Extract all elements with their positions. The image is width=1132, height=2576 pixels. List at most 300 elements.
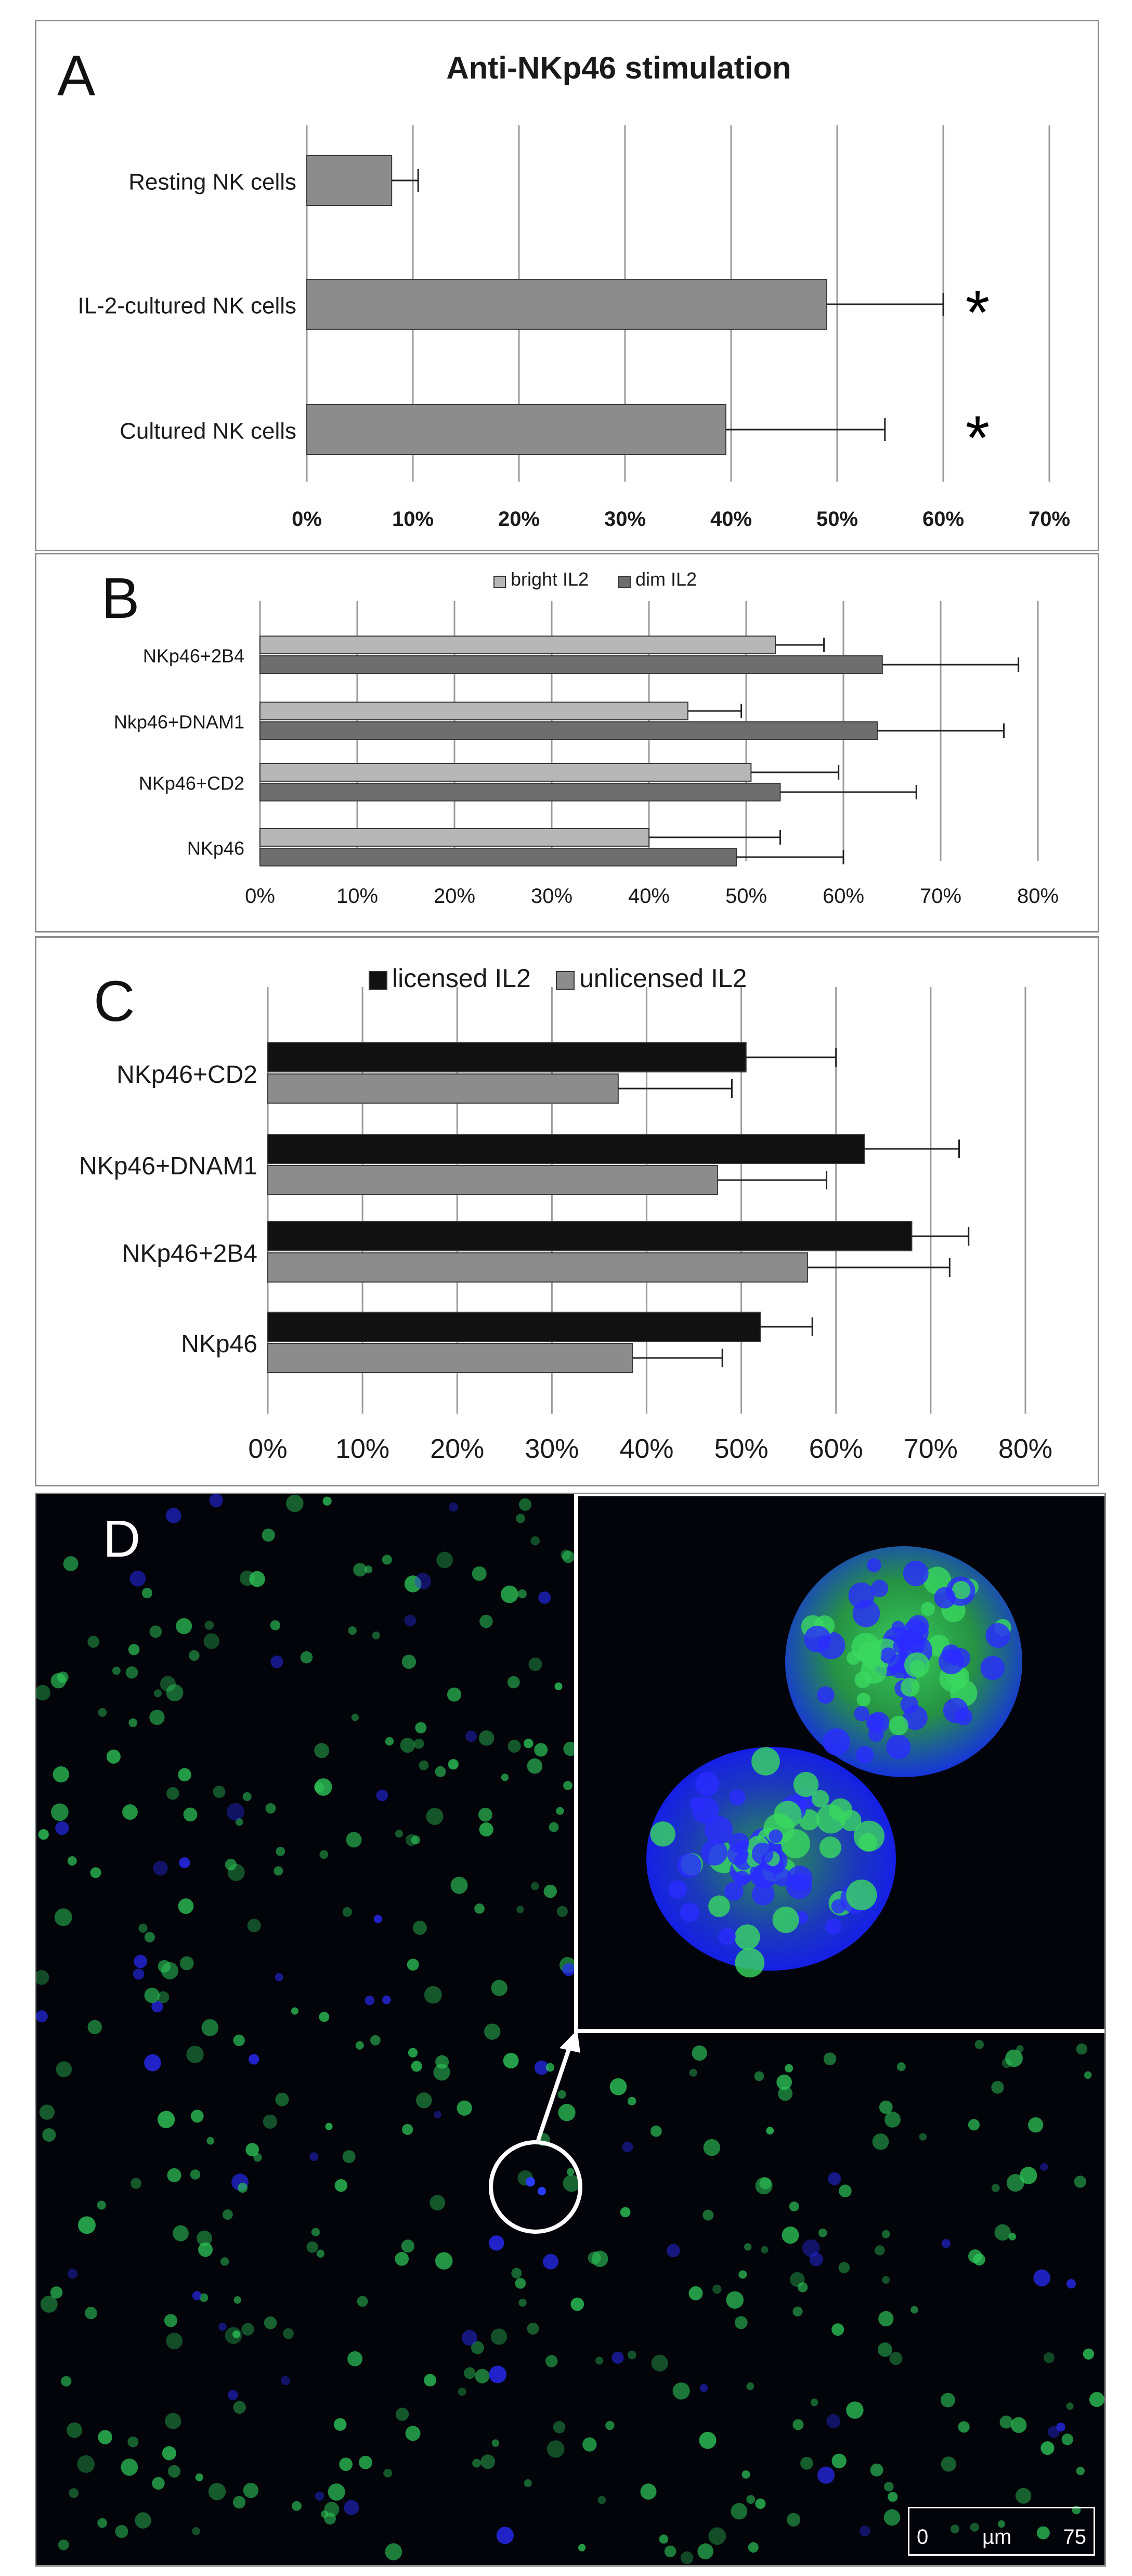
cell-dot [149, 1625, 162, 1638]
cell-dot [347, 2351, 362, 2366]
cell-dot [227, 1803, 244, 1821]
inset-speckle [769, 1829, 783, 1843]
tick-label: 30% [530, 885, 573, 908]
zoom-arrow [538, 2043, 571, 2140]
cell-dot [652, 2355, 668, 2372]
cell-dot [346, 1832, 362, 1847]
chart-c [36, 938, 1098, 1485]
cell-dot [958, 2421, 970, 2432]
cell-dot [702, 2210, 713, 2221]
cell-dot [344, 2500, 359, 2515]
inset-speckle [855, 1672, 871, 1688]
cell-dot [547, 2440, 565, 2458]
cell-dot [424, 1986, 442, 2004]
cell-dot [167, 2168, 181, 2182]
inset-speckle [735, 1948, 765, 1977]
cell-dot [407, 1959, 419, 1971]
tick-label: 80% [998, 1434, 1053, 1464]
cell-dot [228, 1864, 245, 1881]
cell-dot [973, 2254, 985, 2266]
cell-dot [326, 2123, 333, 2130]
legend-entry: licensed IL2 [392, 964, 531, 993]
inset-speckle [889, 1716, 908, 1735]
inset-speckle [825, 1919, 841, 1935]
cell-dot [135, 2512, 151, 2528]
legend-swatch [619, 576, 630, 588]
legend-entry: unlicensed IL2 [579, 964, 747, 993]
cell-dot [356, 2041, 364, 2050]
cell-dot [489, 2235, 504, 2250]
cell-dot [1044, 2352, 1055, 2363]
cell-dot [650, 2126, 662, 2137]
cell-dot [824, 2052, 837, 2065]
cell-dot [755, 2499, 765, 2509]
cell-dot [884, 2509, 900, 2526]
cell-dot [700, 2384, 708, 2392]
cell-dot [622, 2142, 633, 2153]
bar-il-2-cultured-nk-cells-s0 [307, 279, 827, 329]
cell-dot [838, 2262, 850, 2273]
cell-dot [531, 1882, 539, 1891]
cell-dot [359, 2456, 372, 2469]
cell-dot [503, 2053, 519, 2068]
bar-nkp46-2b4-s1 [260, 656, 882, 674]
cell-dot [51, 1803, 69, 1821]
inset-speckle [650, 1821, 675, 1846]
tick-label: 20% [430, 1434, 485, 1464]
tick-label: 0% [292, 508, 322, 530]
inset-speckle [804, 1626, 831, 1653]
cell-dot [889, 2352, 902, 2365]
cell-dot [875, 2245, 885, 2256]
cell-dot [430, 2195, 445, 2210]
cell-dot [570, 2298, 584, 2311]
cell-dot [462, 2330, 477, 2346]
tick-label: 80% [1017, 885, 1059, 908]
cell-dot [121, 2458, 138, 2476]
category-label-nkp46-cd2: NKp46+CD2 [116, 1060, 257, 1089]
inset-speckle [819, 1836, 841, 1858]
cell-dot [479, 1730, 495, 1746]
cell-dot [395, 2252, 409, 2266]
inset-speckle [773, 1907, 799, 1933]
cell-dot [597, 2496, 606, 2504]
cell-dot [122, 1804, 138, 1820]
inset-speckle [677, 1853, 701, 1878]
bar-cultured-nk-cells-s0 [307, 405, 726, 455]
cell-dot [402, 2124, 413, 2135]
cell-dot [860, 2526, 870, 2536]
cell-dot [220, 2257, 229, 2266]
cell-dot [731, 2503, 747, 2520]
cell-dot [519, 1498, 531, 1511]
cell-dot [168, 2465, 180, 2478]
inset-speckle [880, 1648, 896, 1664]
cell-dot [746, 2383, 754, 2390]
zoom-inset [576, 1494, 1106, 2031]
bar-nkp46-2b4-s1 [268, 1253, 808, 1282]
cell-dot [831, 2323, 844, 2336]
tick-label: 10% [392, 508, 434, 530]
cell-dot [543, 1885, 557, 1898]
cell-dot [144, 2054, 161, 2072]
cell-dot [491, 1980, 508, 1996]
cell-dot [472, 2459, 481, 2468]
inset-speckle [692, 1797, 719, 1824]
cell-dot [810, 2253, 823, 2266]
category-label-nkp46-2b4: NKp46+2B4 [122, 1239, 257, 1267]
cell-dot [472, 1567, 487, 1581]
chart-a [36, 21, 1098, 550]
cell-dot [414, 1573, 431, 1590]
cell-dot [189, 1650, 200, 1661]
cell-dot [152, 2477, 165, 2490]
cell-dot [115, 2525, 128, 2538]
cell-dot [518, 1589, 527, 1598]
cell-dot [697, 2543, 713, 2559]
cell-dot [90, 1867, 101, 1878]
cell-dot [408, 2048, 418, 2057]
cell-dot [611, 2352, 623, 2364]
cell-dot [158, 1960, 171, 1973]
chart-b [36, 554, 1098, 931]
cell-dot [166, 2333, 183, 2349]
inset-speckle [921, 1602, 935, 1616]
inset-speckle [903, 1561, 929, 1586]
cell-dot [233, 2401, 246, 2414]
cell-dot [792, 2419, 803, 2430]
cell-dot [567, 2168, 575, 2176]
cell-dot [746, 2495, 755, 2504]
cell-dot [497, 2527, 514, 2544]
cell-dot [58, 2540, 69, 2551]
cell-dot [793, 2307, 803, 2316]
cell-dot [605, 2421, 614, 2430]
cell-dot [826, 2414, 840, 2428]
cell-dot [1028, 2117, 1043, 2132]
inset-speckle [857, 1693, 871, 1707]
cell-dot [376, 1790, 388, 1802]
scalebar-start: 0 [917, 2526, 929, 2548]
cell-dot [681, 2552, 694, 2565]
cell-dot [789, 2202, 799, 2211]
inset-speckle [856, 1746, 874, 1764]
cell-dot [527, 2323, 539, 2335]
cell-dot [1062, 2433, 1073, 2445]
cell-dot [38, 1829, 49, 1840]
cell-dot [245, 2143, 259, 2156]
cell-dot [479, 1822, 493, 1836]
cell-dot [85, 2307, 97, 2319]
cell-dot [515, 2278, 526, 2289]
cell-dot [546, 2063, 554, 2072]
category-label-nkp46-dnam1: NKp46+DNAM1 [79, 1152, 257, 1180]
cell-dot [501, 1774, 509, 1781]
cell-dot [426, 1808, 444, 1825]
cell-dot [232, 2331, 240, 2338]
cell-dot [97, 2200, 106, 2209]
cell-dot [991, 2081, 1004, 2093]
cell-dot [528, 1658, 542, 1671]
cell-dot [98, 2430, 112, 2444]
cell-dot [36, 2010, 48, 2022]
cell-dot [197, 2231, 212, 2246]
cell-dot [395, 1830, 403, 1837]
cell-dot [40, 2104, 55, 2119]
tick-label: 40% [710, 508, 752, 530]
cell-dot [518, 2299, 526, 2307]
cell-dot [158, 2111, 175, 2128]
inset-speckle [668, 1880, 687, 1899]
category-label-nkp46-cd2: NKp46+CD2 [138, 772, 244, 794]
cell-dot [1007, 2174, 1024, 2192]
cell-dot [413, 1921, 427, 1935]
inset-speckle [751, 1747, 780, 1776]
cell-dot [306, 2241, 318, 2253]
cell-dot [1000, 2416, 1013, 2429]
panel-letter-a: A [57, 44, 96, 108]
inset-speckle [793, 1772, 818, 1797]
bar-nkp46-s1 [260, 848, 736, 866]
cell-dot [555, 1682, 563, 1690]
legend-swatch [494, 576, 505, 588]
cell-dot [919, 2133, 927, 2141]
tick-label: 20% [433, 885, 476, 908]
panel-letter-b: B [101, 566, 140, 630]
inset-speckle [939, 1649, 964, 1674]
cell-dot [516, 1514, 525, 1523]
inset-speckle [840, 1810, 862, 1831]
cell-dot [401, 2240, 414, 2253]
tick-label: 0% [245, 885, 275, 908]
cell-dot [315, 2492, 324, 2501]
cell-dot [1040, 2163, 1048, 2171]
cell-dot [191, 2109, 204, 2122]
cell-dot [262, 1529, 275, 1542]
cell-dot [127, 2437, 138, 2448]
category-label-resting-nk-cells: Resting NK cells [128, 169, 296, 195]
cell-dot [343, 1907, 353, 1917]
cell-dot [489, 2366, 506, 2384]
cell-dot [910, 2306, 918, 2314]
cell-dot [1076, 2467, 1085, 2475]
cell-dot [832, 2454, 847, 2468]
cell-dot [319, 1850, 328, 1859]
cell-dot [145, 1988, 160, 2003]
inset-speckle [752, 1863, 776, 1887]
cell-dot [878, 2311, 893, 2326]
cell-dot [800, 2457, 813, 2470]
cell-dot [508, 1676, 520, 1689]
cell-dot [228, 2390, 238, 2400]
cell-dot [164, 2314, 177, 2327]
cell-dot [415, 1722, 426, 1733]
tick-label: 10% [336, 885, 379, 908]
tick-label: 30% [604, 508, 646, 530]
cell-dot [238, 2183, 248, 2193]
cell-dot [628, 2351, 636, 2360]
legend-entry: dim IL2 [635, 568, 697, 590]
cell-dot [538, 1591, 551, 1604]
cell-dot [311, 2228, 320, 2236]
cell-dot [553, 2421, 566, 2433]
cell-dot [578, 2544, 585, 2551]
cell-dot [77, 2455, 95, 2473]
inset-speckle [727, 1844, 749, 1865]
category-label-nkp46: NKp46 [187, 837, 244, 859]
cell-dot [1016, 2488, 1031, 2504]
cell-dot [414, 1739, 424, 1749]
cell-dot [562, 1550, 575, 1563]
cell-dot [1033, 2270, 1050, 2287]
cell-dot [549, 1822, 559, 1832]
cell-dot [348, 1626, 356, 1635]
cell-dot [447, 1688, 461, 1702]
cell-dot [334, 2418, 346, 2430]
cell-dot [411, 2061, 422, 2072]
cell-dot [557, 2090, 566, 2099]
cell-dot [88, 2020, 102, 2034]
cell-dot [1011, 2417, 1026, 2433]
cell-dot [882, 2230, 890, 2238]
tick-label: 30% [525, 1434, 579, 1464]
cell-dot [166, 1684, 183, 1701]
bar-nkp46-cd2-s1 [260, 783, 780, 801]
cell-dot [941, 2393, 955, 2407]
inset-speckle [708, 1895, 730, 1917]
cell-dot [516, 1906, 524, 1913]
bar-nkp46-dnam1-s1 [260, 722, 877, 740]
tick-label: 10% [335, 1434, 390, 1464]
cell-dot [145, 1932, 155, 1942]
legend-swatch [369, 972, 387, 989]
target-cell-a [526, 2177, 535, 2186]
inset-speckle [734, 1871, 749, 1886]
inset-speckle [934, 1587, 956, 1608]
cell-dot [735, 2316, 748, 2329]
cell-dot [464, 2367, 475, 2379]
cell-dot [492, 2439, 500, 2447]
cell-dot [673, 2383, 690, 2400]
cell-dot [241, 2323, 254, 2336]
cell-dot [233, 2496, 245, 2508]
cell-dot [382, 1996, 391, 2004]
cell-dot [138, 1924, 147, 1933]
cell-dot [223, 2209, 233, 2220]
cell-dot [435, 2055, 449, 2069]
cell-dot [343, 2150, 356, 2163]
cell-dot [689, 2069, 697, 2077]
inset-speckle [892, 1621, 905, 1634]
cell-dot [1066, 2402, 1074, 2410]
inset-speckle [955, 1708, 972, 1725]
cell-dot [435, 1766, 446, 1777]
cell-dot [264, 2316, 277, 2329]
cell-dot [451, 1876, 468, 1894]
cell-dot [265, 1803, 276, 1814]
arrow-head-icon [560, 2030, 580, 2053]
inset-speckle [886, 1735, 910, 1759]
cell-dot [309, 2152, 318, 2161]
cell-dot [839, 2184, 852, 2197]
bar-nkp46-2b4-s0 [268, 1222, 912, 1251]
cell-dot [759, 2178, 771, 2190]
cell-dot [449, 1503, 458, 1512]
cell-dot [210, 1494, 223, 1507]
cell-dot [1089, 2392, 1104, 2407]
cell-dot [754, 2072, 764, 2081]
cell-dot [419, 1761, 429, 1770]
cell-dot [180, 1956, 194, 1970]
cell-dot [688, 2286, 702, 2300]
cell-dot [68, 2269, 77, 2279]
cell-dot [458, 2388, 466, 2396]
inset-speckle [981, 1656, 1005, 1680]
cell-dot [882, 2276, 890, 2284]
cell-dot [286, 1495, 304, 1512]
cell-dot [107, 1750, 121, 1764]
tick-label: 70% [903, 1434, 958, 1464]
cell-dot [968, 2119, 980, 2130]
cell-dot [53, 1766, 69, 1782]
inset-speckle [735, 1924, 760, 1950]
cell-dot [563, 1781, 572, 1790]
cell-dot [190, 2169, 201, 2180]
inset-speckle [752, 1843, 774, 1865]
bar-nkp46-dnam1-s0 [268, 1134, 864, 1163]
cell-dot [406, 1834, 418, 1846]
inset-speckle [680, 1903, 699, 1922]
tick-label: 70% [1028, 508, 1071, 530]
cell-dot [1005, 2050, 1023, 2067]
cell-dot [365, 1565, 372, 1573]
cell-dot [275, 1973, 283, 1982]
scalebar-unit: µm [982, 2526, 1012, 2548]
cell-dot [218, 2323, 226, 2331]
bar-nkp46-2b4-s0 [260, 636, 775, 654]
cell-dot [457, 2101, 472, 2116]
legend-entry: bright IL2 [511, 568, 589, 590]
cell-dot [888, 2492, 897, 2502]
cell-dot [942, 2239, 951, 2248]
micrograph-field [36, 1494, 1106, 2567]
cell-dot [315, 1778, 332, 1796]
tick-label: 20% [498, 508, 540, 530]
cell-dot [610, 2078, 627, 2095]
cell-dot [173, 2225, 189, 2242]
cell-dot [112, 1666, 121, 1675]
cell-dot [186, 2046, 203, 2063]
cell-dot [249, 1571, 265, 1587]
cell-dot [558, 2104, 576, 2121]
cell-dot [270, 1620, 280, 1630]
cell-dot [196, 2474, 203, 2481]
cell-dot [57, 1672, 69, 1683]
cell-dot [204, 1633, 219, 1649]
cell-dot [319, 2012, 330, 2022]
cell-dot [192, 2527, 200, 2535]
cell-dot [790, 2272, 805, 2287]
cell-dot [274, 1866, 283, 1875]
cell-dot [818, 2229, 827, 2237]
inset-speckle [986, 1623, 1010, 1648]
cell-dot [475, 2369, 489, 2384]
cell-dot [595, 2357, 603, 2364]
cell-dot [405, 1615, 417, 1627]
cell-dot [275, 2093, 289, 2106]
cell-dot [153, 1861, 167, 1875]
cell-dot [474, 1904, 485, 1914]
